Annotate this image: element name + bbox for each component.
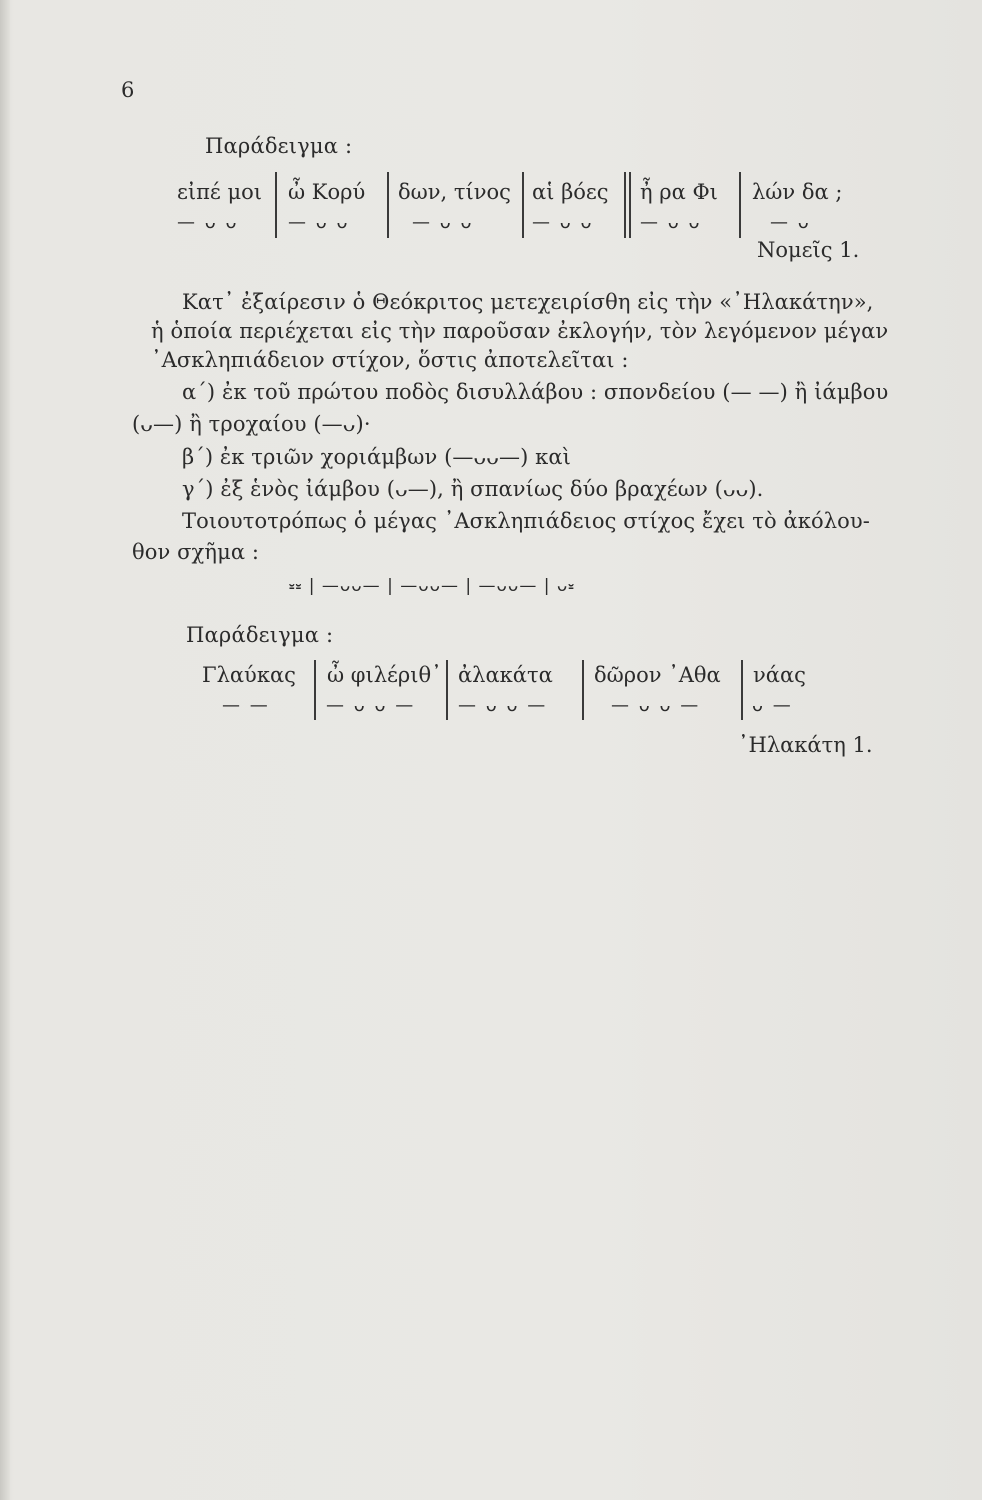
example1-meter-4: — ᴗ ᴗ bbox=[532, 212, 594, 233]
example1-divider-5 bbox=[739, 172, 741, 238]
example1-divider-1 bbox=[275, 172, 277, 238]
example1-cell-6: λών δα ; bbox=[752, 180, 843, 204]
metrical-scheme: ⏓⏓ | —ᴗᴗ— | —ᴗᴗ— | —ᴗᴗ— | ᴗ⏓ bbox=[289, 576, 575, 596]
example1-cell-3: δων, τίνος bbox=[398, 180, 511, 204]
example2-divider-1 bbox=[314, 660, 316, 720]
item-a-line1: α΄) ἐκ τοῦ πρώτου ποδὸς δισυλλάβου : σπονδείου (— —) ἢ ἰάμβου bbox=[182, 380, 889, 404]
para1-line2: ἡ ὁποία περιέχεται εἰς τὴν παροῦσαν ἐκλογήν, τὸν λεγόμενον μέγαν bbox=[151, 319, 889, 343]
example2-meter-5: ᴗ — bbox=[752, 695, 793, 716]
para1-line3: ᾽Ασκληπιάδειον στίχον, ὅστις ἀποτελεῖται : bbox=[151, 348, 629, 372]
example2-divider-4 bbox=[741, 660, 743, 720]
example2-heading: Παράδειγμα : bbox=[186, 623, 334, 647]
example2-cell-4: δῶρον ᾽Αθα bbox=[594, 663, 721, 687]
example2-cell-3: ἀλακάτα bbox=[458, 663, 553, 687]
example1-meter-1: — ᴗ ᴗ bbox=[177, 212, 239, 233]
item-b-line1: β΄) ἐκ τριῶν χοριάμβων (—ᴗᴗ—) καὶ bbox=[182, 445, 572, 469]
page-number: 6 bbox=[121, 78, 135, 102]
example1-divider-3 bbox=[522, 172, 524, 238]
example1-cell-4: αἱ βόες bbox=[532, 180, 609, 204]
example1-source: Νομεῖς 1. bbox=[757, 238, 860, 262]
example2-meter-1: — — bbox=[222, 695, 270, 716]
example1-meter-5: — ᴗ ᴗ bbox=[640, 212, 702, 233]
example2-meter-3: — ᴗ ᴗ — bbox=[458, 695, 548, 716]
example1-heading: Παράδειγμα : bbox=[205, 134, 353, 158]
example1-divider-4b bbox=[629, 172, 631, 238]
example2-meter-2: — ᴗ ᴗ — bbox=[326, 695, 416, 716]
page-edge-shadow bbox=[0, 0, 10, 1500]
item-a-line2: (ᴗ—) ἢ τροχαίου (—ᴗ)· bbox=[132, 412, 371, 436]
example1-divider-4a bbox=[624, 172, 626, 238]
example1-meter-6: — ᴗ bbox=[770, 212, 811, 233]
example2-cell-1: Γλαύκας bbox=[202, 663, 296, 687]
item-c-line1: γ΄) ἐξ ἑνὸς ἰάμβου (ᴗ—), ἢ σπανίως δύο βραχέων (ᴗᴗ). bbox=[182, 477, 764, 501]
example2-source: ᾽Ηλακάτη 1. bbox=[738, 733, 873, 757]
example2-divider-2 bbox=[446, 660, 448, 720]
example1-meter-2: — ᴗ ᴗ bbox=[288, 212, 350, 233]
para2-line2: θον σχῆμα : bbox=[132, 540, 260, 564]
example1-cell-2: ὦ Κορύ bbox=[288, 180, 366, 204]
example2-cell-5: νάας bbox=[753, 663, 806, 687]
example1-cell-5: ἦ ρα Φι bbox=[640, 180, 718, 204]
example1-meter-3: — ᴗ ᴗ bbox=[412, 212, 474, 233]
example1-cell-1: εἰπέ μοι bbox=[177, 180, 262, 204]
example1-divider-2 bbox=[387, 172, 389, 238]
example2-meter-4: — ᴗ ᴗ — bbox=[611, 695, 701, 716]
example2-divider-3 bbox=[582, 660, 584, 720]
example2-cell-2: ὦ φιλέριθ᾽ bbox=[327, 663, 442, 687]
para2-line1: Τοιουτοτρόπως ὁ μέγας ᾽Ασκληπιάδειος στίχος ἔχει τὸ ἀκόλου- bbox=[182, 509, 870, 533]
para1-line1: Κατ᾽ ἐξαίρεσιν ὁ Θεόκριτος μετεχειρίσθη εἰς τὴν «᾽Ηλακάτην», bbox=[182, 290, 874, 314]
